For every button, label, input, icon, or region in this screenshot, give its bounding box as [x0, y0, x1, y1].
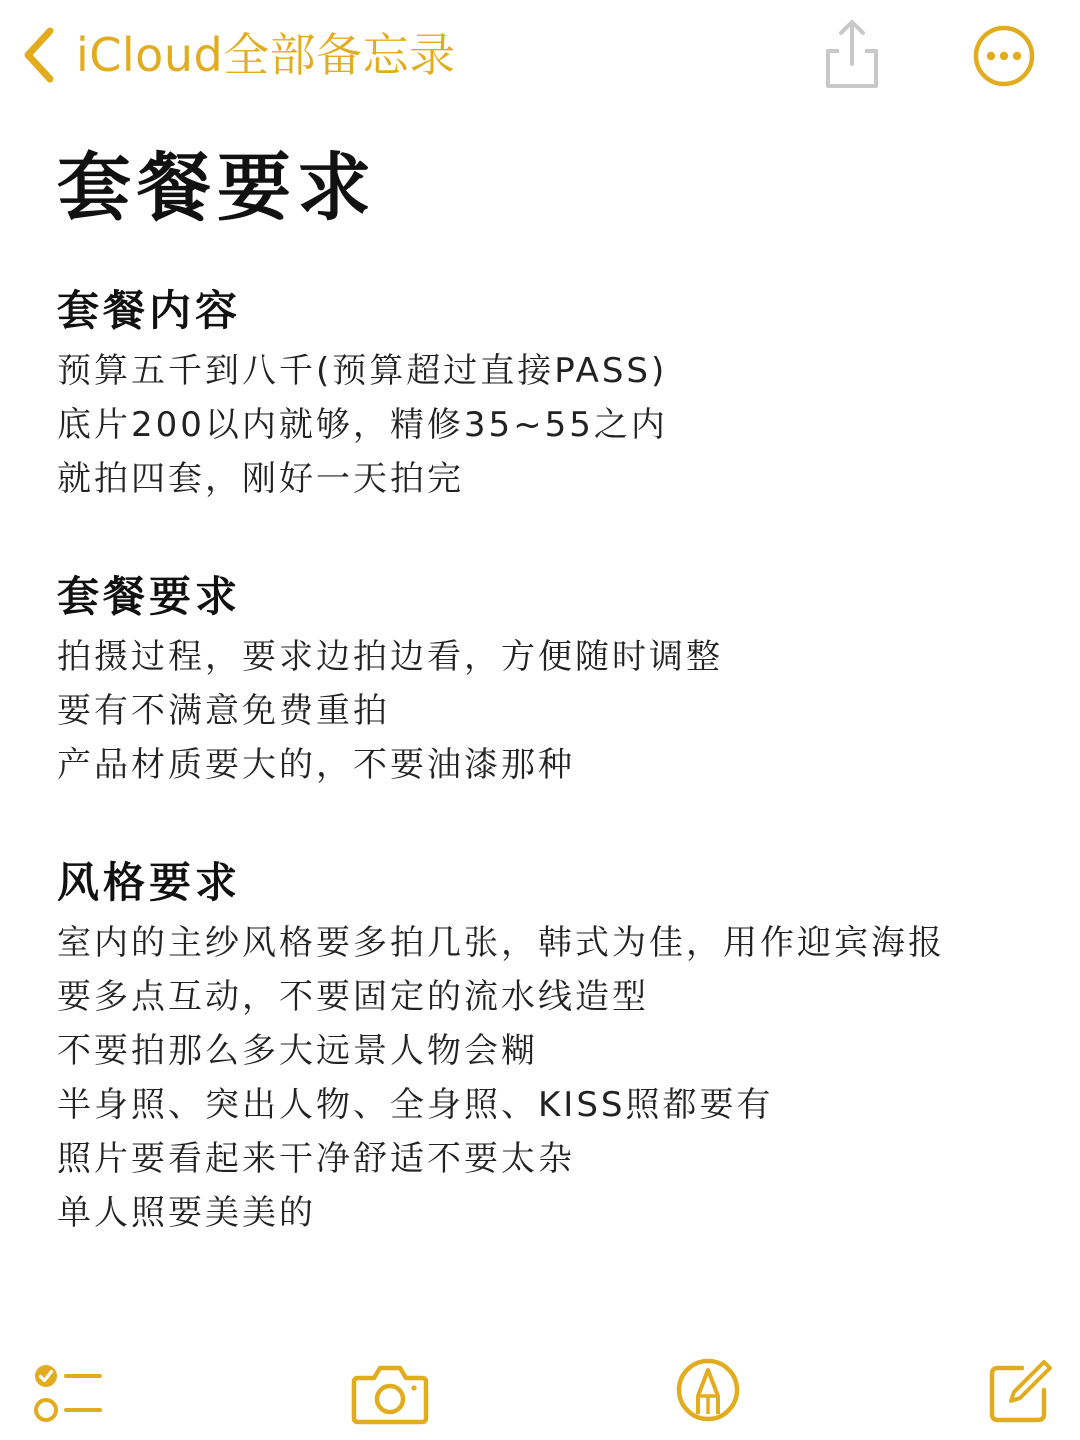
checklist-icon — [30, 1360, 104, 1428]
navigation-bar — [0, 0, 1080, 110]
note-line: 要有不满意免费重拍 — [57, 691, 390, 731]
note-line: 照片要看起来干净舒适不要太杂 — [57, 1139, 575, 1179]
note-section-style-requirements — [57, 854, 1047, 1240]
note-line: 产品材质要大的，不要油漆那种 — [57, 745, 575, 785]
ellipsis-circle-icon — [972, 24, 1036, 88]
note-body[interactable] — [57, 140, 1047, 1240]
section-lines — [57, 630, 1047, 792]
share-button[interactable] — [822, 18, 882, 90]
compose-icon — [986, 1358, 1054, 1426]
note-section-package-requirements — [57, 568, 1047, 792]
note-line: 就拍四套，刚好一天拍完 — [57, 459, 464, 499]
camera-icon — [350, 1358, 430, 1428]
note-line: 室内的主纱风格要多拍几张，韩式为佳，用作迎宾海报 — [57, 923, 945, 963]
compose-button[interactable] — [986, 1358, 1054, 1426]
note-line: 单人照要美美的 — [57, 1193, 316, 1233]
note-line: 底片200以内就够，精修35~55之内 — [57, 405, 668, 445]
camera-button[interactable] — [350, 1358, 430, 1428]
markup-pen-icon — [674, 1356, 742, 1424]
note-section-package-content — [57, 282, 1047, 506]
section-heading: 套餐要求 — [57, 572, 242, 621]
markup-button[interactable] — [674, 1356, 742, 1424]
note-line: 不要拍那么多大远景人物会糊 — [57, 1031, 538, 1071]
more-button[interactable] — [972, 24, 1036, 88]
section-heading: 套餐内容 — [57, 286, 242, 335]
chevron-left-icon — [20, 25, 60, 85]
share-icon — [822, 18, 882, 90]
bottom-toolbar — [0, 1350, 1080, 1440]
section-heading: 风格要求 — [57, 858, 242, 907]
note-line: 半身照、突出人物、全身照、KISS照都要有 — [57, 1085, 774, 1125]
note-line: 拍摄过程，要求边拍边看，方便随时调整 — [57, 637, 723, 677]
section-lines — [57, 344, 1047, 506]
note-title: 套餐要求 — [57, 145, 377, 231]
note-line: 预算五千到八千(预算超过直接PASS) — [57, 351, 668, 391]
section-lines — [57, 916, 1047, 1240]
note-line: 要多点互动，不要固定的流水线造型 — [57, 977, 649, 1017]
checklist-button[interactable] — [30, 1360, 104, 1428]
back-label: iCloud全部备忘录 — [76, 28, 456, 82]
back-button[interactable] — [20, 22, 456, 88]
